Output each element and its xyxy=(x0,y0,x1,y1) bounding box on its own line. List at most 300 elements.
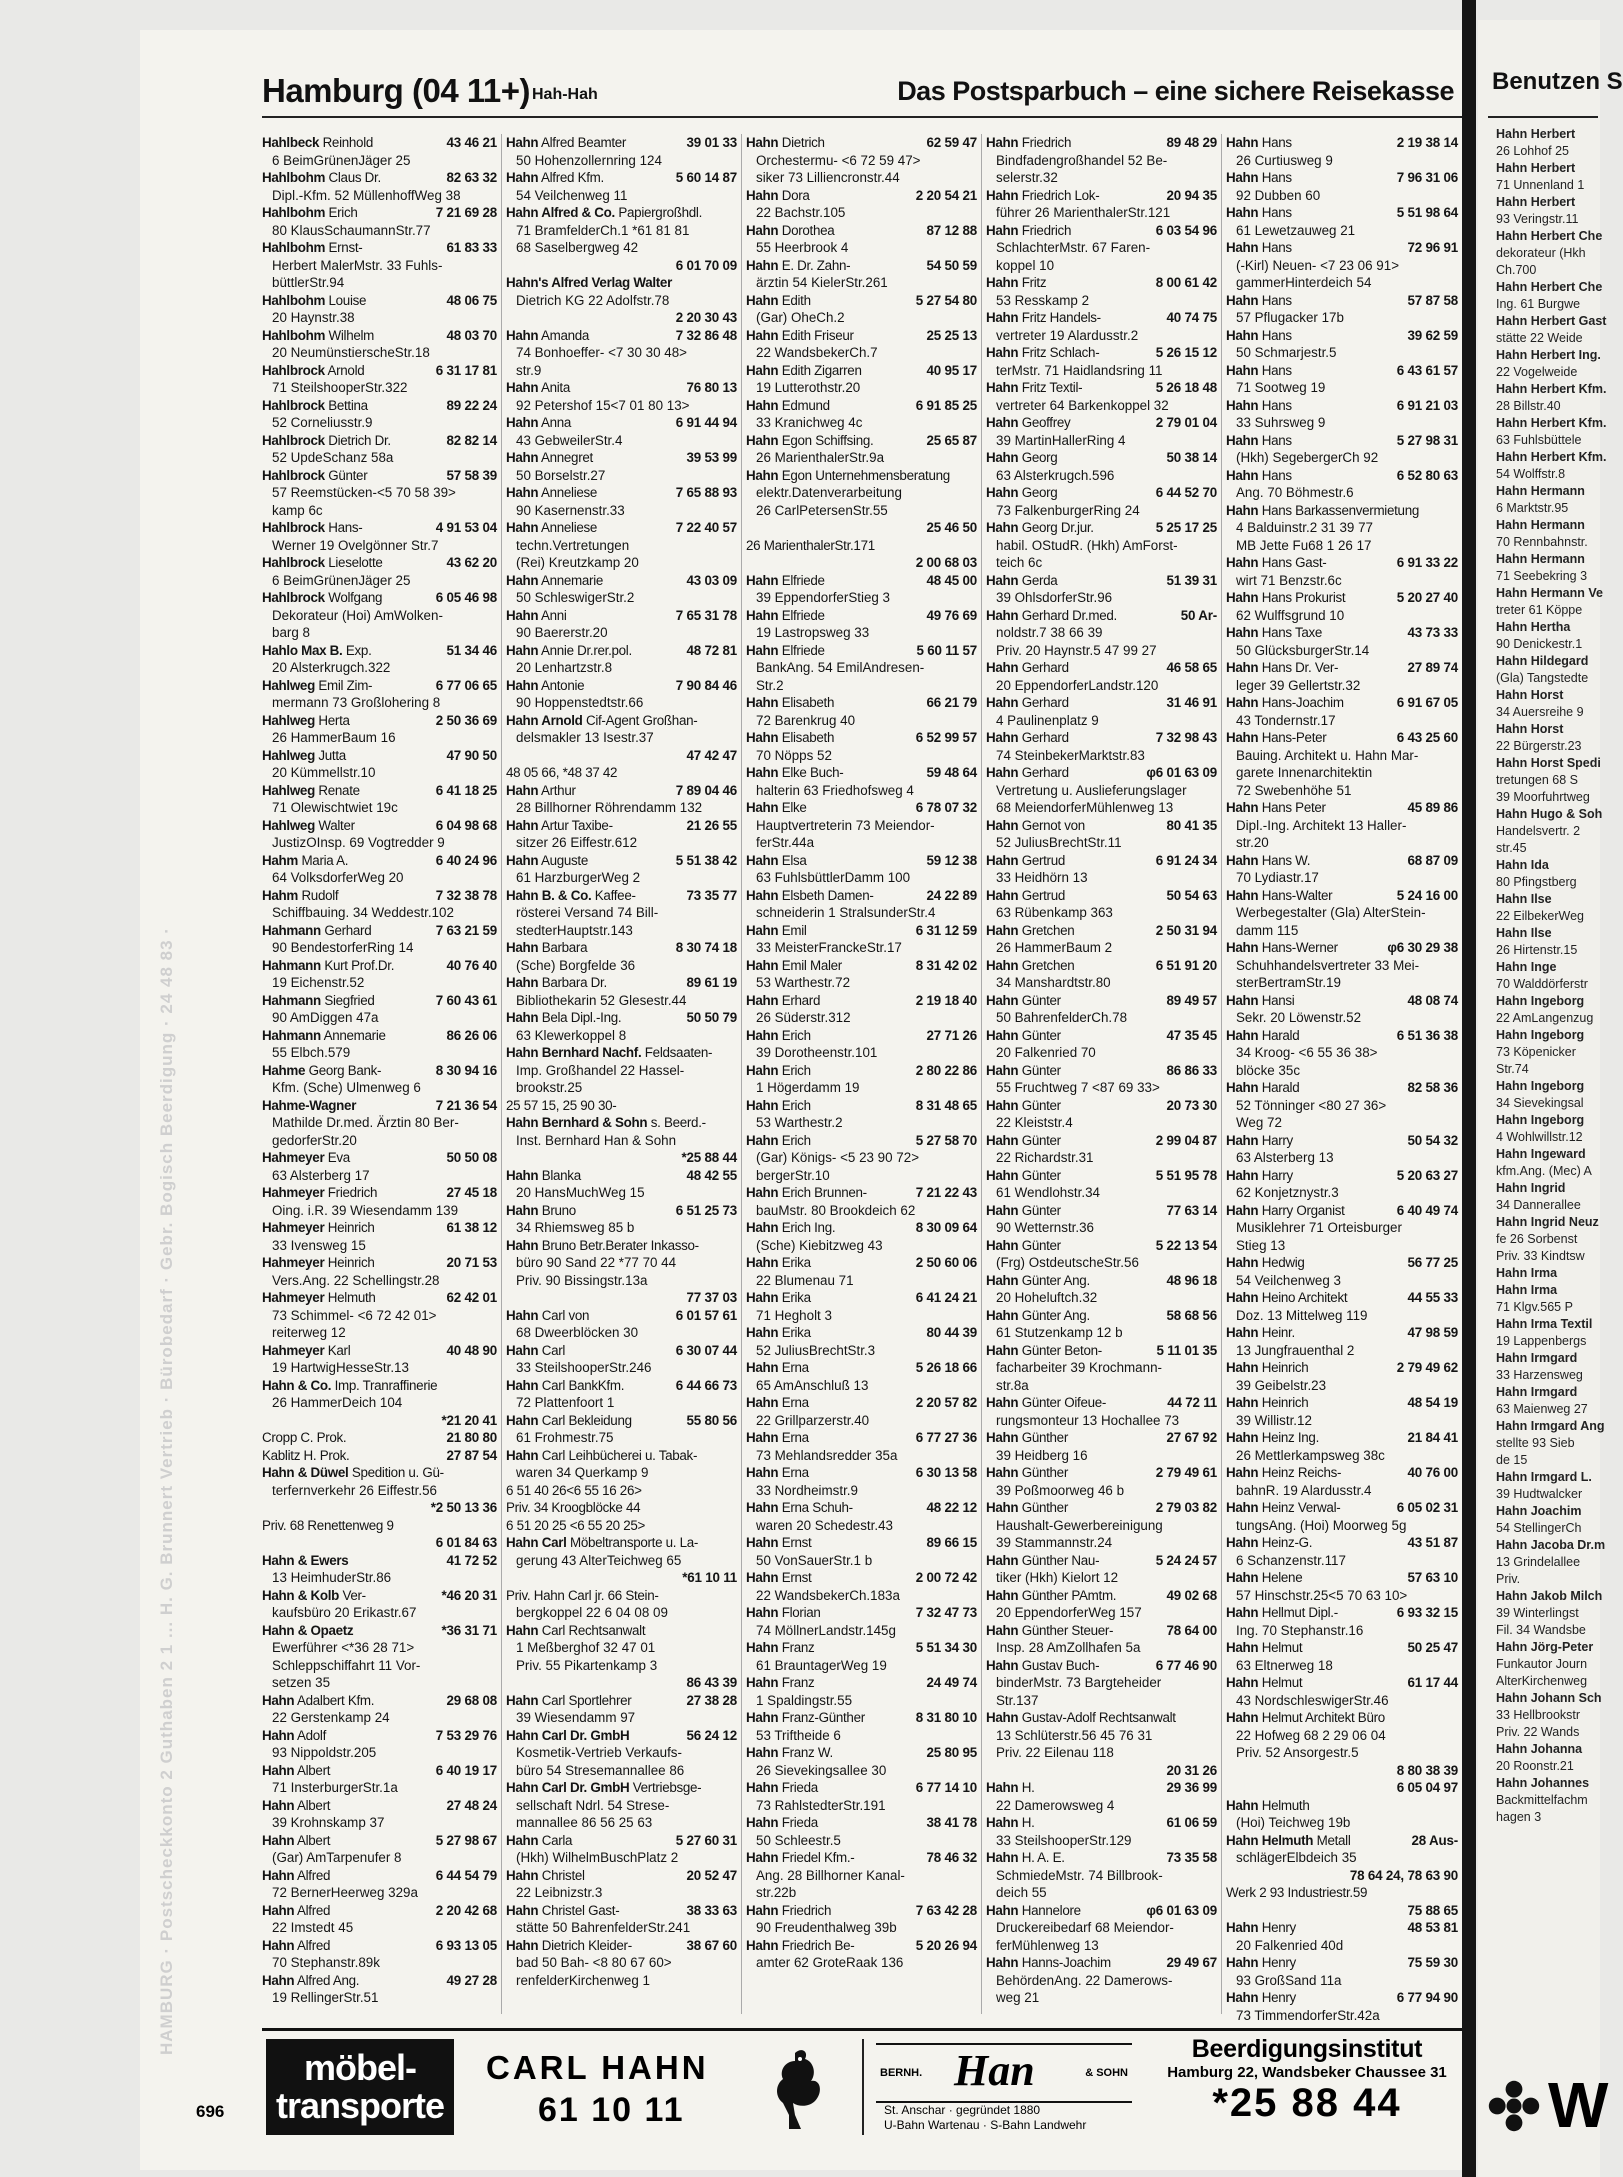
entry-name-block xyxy=(986,1587,1162,1605)
entry-continuation: 19 RellingerStr.51 xyxy=(272,1990,379,2005)
right-page-entry: treter 61 Köppe xyxy=(1496,603,1583,617)
entry-name: Hahn xyxy=(746,1937,779,1953)
entry-name-block xyxy=(1226,1989,1393,2007)
entry-name: Hahn xyxy=(506,485,539,500)
entry-phone: 59 12 38 xyxy=(926,852,977,868)
entry-text: Dietrich Kleider- xyxy=(541,1937,632,1953)
entry-continuation: 26 CarlPetersenStr.55 xyxy=(756,502,888,518)
list-item xyxy=(262,922,497,940)
entry-name: Hahn xyxy=(1226,1465,1259,1480)
beerd-address: Hamburg 22, Wandsbeker Chaussee 31 xyxy=(1167,2064,1447,2081)
han-sub xyxy=(884,2103,1086,2133)
entry-name: Hahn xyxy=(506,380,539,395)
entry-phone: 6 44 52 70 xyxy=(1155,485,1217,500)
entry-phone: 6 77 27 36 xyxy=(915,1430,977,1445)
entry-phone: 6 91 85 25 xyxy=(915,397,977,413)
list-item xyxy=(506,1044,737,1062)
entry-continuation: (Gar) AmTarpenufer 8 xyxy=(272,1850,402,1865)
right-page-entry: 20 Roonstr.21 xyxy=(1496,1759,1574,1773)
entry-continuation: 53 Resskamp 2 xyxy=(996,292,1090,308)
entry-name-block xyxy=(262,554,442,572)
entry-phone: 5 60 11 57 xyxy=(916,642,977,658)
entry-continuation: 34 Manshardtstr.80 xyxy=(996,975,1111,990)
entry-name-block xyxy=(262,747,442,765)
entry-name: Hahn xyxy=(746,1745,779,1760)
entry-continuation: kaufsbüro 20 Erikastr.67 xyxy=(272,1605,417,1620)
column-3 xyxy=(742,134,982,2014)
entry-name: Hahn xyxy=(262,1692,295,1708)
entry-name-block xyxy=(506,1202,672,1220)
entry-name: Hahlbrock xyxy=(262,520,325,535)
right-page-entry: 54 Wolffstr.8 xyxy=(1496,467,1566,481)
entry-text: Elsa xyxy=(781,852,807,868)
entry-name: Hahn xyxy=(986,1097,1019,1113)
entry-name: Hahn xyxy=(1226,432,1259,448)
entry-text: Claus Dr. xyxy=(328,170,381,185)
right-page-entry: 70 Walddörferstr xyxy=(1496,977,1588,991)
entry-name: Hahn xyxy=(1226,1605,1259,1620)
entry-name: Hahn xyxy=(1226,1430,1259,1445)
entry-name-block xyxy=(746,1132,912,1150)
entry-name-block xyxy=(1226,1534,1403,1552)
entry-name-block xyxy=(506,1342,672,1360)
entry-continuation: 53 Warthestr.72 xyxy=(756,975,851,990)
entry-phone: 20 94 35 xyxy=(1166,187,1217,203)
entry-continuation: Bibliothekarin 52 Glesestr.44 xyxy=(516,992,687,1008)
list-item xyxy=(986,1167,1217,1185)
entry-continuation: 50 GlücksburgerStr.14 xyxy=(1236,642,1370,658)
list-item xyxy=(986,1307,1217,1325)
entry-phone: 2 19 18 40 xyxy=(915,992,977,1008)
entry-name-block xyxy=(262,642,442,660)
entry-continuation: 70 Nöpps 52 xyxy=(756,747,832,763)
entry-name-block xyxy=(986,607,1177,625)
entry-phone: *36 31 71 xyxy=(441,1622,497,1638)
entry-phone xyxy=(1454,1797,1458,1815)
entry-continuation: 19 Lutterothstr.20 xyxy=(756,380,861,395)
entry-name: Hahn xyxy=(986,695,1019,710)
entry-name: Hahn xyxy=(262,1972,295,1988)
entry-name: Hahn xyxy=(506,1167,539,1183)
entry-name: Hahn xyxy=(506,415,539,430)
entry-phone: 40 76 00 xyxy=(1407,1465,1458,1480)
han-logo xyxy=(876,2043,1132,2103)
entry-continuation: 90 Baererstr.20 xyxy=(516,625,608,640)
entry-phone: 5 51 95 78 xyxy=(1155,1167,1217,1183)
entry-name: Hahn xyxy=(1226,1920,1259,1935)
entry-phone: 7 89 04 46 xyxy=(675,782,737,798)
entry-text: Geoffrey xyxy=(1021,415,1071,430)
entry-name: Hahn xyxy=(1226,887,1259,903)
entry-name: Hahlbrock xyxy=(262,432,325,448)
entry-name-block xyxy=(262,1447,442,1465)
entry-continuation: (Sche) Kiebitzweg 43 xyxy=(756,1237,883,1253)
right-page-entry: Hahn Jacoba Dr.m xyxy=(1496,1538,1606,1552)
entry-text: Elke Buch- xyxy=(781,765,844,780)
entry-name-block xyxy=(506,1674,682,1692)
right-page-entry: 22 Bürgerstr.23 xyxy=(1496,739,1582,753)
list-item xyxy=(262,1622,497,1640)
entry-phone: 6 05 02 31 xyxy=(1396,1500,1458,1515)
entry-phone xyxy=(493,1377,497,1395)
entry-phone: 58 68 56 xyxy=(1166,1307,1217,1323)
entry-name-block xyxy=(262,782,432,800)
entry-name: Hahn xyxy=(506,572,539,588)
entry-continuation: 61 Stutzenkamp 12 b xyxy=(996,1325,1123,1340)
entry-name-block xyxy=(506,414,672,432)
entry-continuation: Bindfadengroßhandel 52 Be- xyxy=(996,152,1168,168)
list-item xyxy=(1226,432,1458,450)
entry-name: Hahn xyxy=(746,1360,779,1375)
entry-phone: 2 79 49 61 xyxy=(1155,1465,1217,1480)
entry-name: Hahn xyxy=(262,1937,295,1953)
entry-text: Hans xyxy=(1261,362,1292,378)
list-item xyxy=(1226,1534,1458,1552)
entry-name: Hahn xyxy=(746,1780,779,1795)
entry-phone xyxy=(733,1114,737,1132)
list-item xyxy=(1226,1254,1458,1272)
entry-continuation: 20 Kümmellstr.10 xyxy=(272,765,376,780)
entry-phone: 24 49 74 xyxy=(926,1675,977,1690)
entry-name-block xyxy=(506,1867,682,1885)
entry-text: Heino Architekt xyxy=(1261,1290,1348,1305)
entry-text: Florian xyxy=(781,1605,821,1620)
entry-name-block xyxy=(1226,1674,1403,1692)
entry-phone: *46 20 31 xyxy=(441,1587,497,1603)
list-item xyxy=(1226,1902,1458,1920)
entry-text: Hans Taxe xyxy=(1261,625,1323,640)
entry-phone: 68 87 09 xyxy=(1407,852,1458,868)
entry-continuation: (Hoi) Teichweg 19b xyxy=(1236,1815,1351,1830)
entry-name: Hahlbohm xyxy=(262,240,326,255)
entry-text: 26 MarienthalerStr.171 xyxy=(746,537,875,553)
entry-name-block xyxy=(1226,1499,1393,1517)
list-item xyxy=(262,782,497,800)
entry-continuation: damm 115 xyxy=(1236,922,1299,938)
entry-name-block xyxy=(1226,1762,1393,1780)
list-item xyxy=(506,327,737,345)
entry-phone xyxy=(733,1044,737,1062)
entry-name-block xyxy=(746,1289,912,1307)
entry-name-block xyxy=(1226,799,1403,817)
list-item xyxy=(262,1464,497,1482)
entry-phone: 2 79 49 62 xyxy=(1396,1360,1458,1375)
entry-name-block xyxy=(746,432,922,450)
entry-continuation: brookstr.25 xyxy=(516,1080,583,1095)
entry-name-block xyxy=(746,362,922,380)
entry-phone: 20 71 53 xyxy=(446,1255,497,1270)
right-page-entry: Hahn Jakob Milch xyxy=(1496,1589,1603,1603)
entry-text: Arthur xyxy=(540,782,576,798)
list-item xyxy=(746,1674,977,1692)
entry-continuation: ferMühlenweg 13 xyxy=(996,1937,1099,1953)
entry-text: Hans-Peter xyxy=(1261,730,1327,745)
entry-continuation: (Rei) Kreutzkamp 20 xyxy=(516,555,639,570)
entry-continuation: elektr.Datenverarbeitung xyxy=(756,485,902,500)
entry-phone: 2 50 36 69 xyxy=(435,712,497,728)
entry-continuation: teich 6c xyxy=(996,555,1043,570)
entry-name: Hahn xyxy=(1226,205,1259,220)
entry-continuation: garete Innenarchitektin xyxy=(1236,765,1373,780)
han-sub-2: U-Bahn Wartenau · S-Bahn Landwehr xyxy=(884,2118,1087,2132)
right-page-entry: 70 Rennbahnstr. xyxy=(1496,535,1588,549)
list-item xyxy=(506,1832,737,1850)
entry-phone: 50 25 47 xyxy=(1407,1640,1458,1655)
right-page-entry: Handelsvertr. 2 xyxy=(1496,824,1581,838)
entry-name-block xyxy=(746,1097,912,1115)
entry-phone: 5 20 63 27 xyxy=(1396,1167,1458,1183)
list-item xyxy=(986,957,1217,975)
entry-text: Günter xyxy=(1021,992,1061,1008)
entry-continuation: 63 Eltnerweg 18 xyxy=(1236,1657,1333,1673)
entry-name-block xyxy=(506,204,733,222)
entry-name: Hahn xyxy=(1226,852,1259,868)
entry-name-block xyxy=(1226,134,1393,152)
entry-phone: 54 50 59 xyxy=(926,257,977,273)
entry-text: Erna xyxy=(781,1395,809,1410)
entry-text: Jutta xyxy=(318,747,346,763)
listing-columns xyxy=(262,134,1462,2023)
list-item xyxy=(1226,992,1458,1010)
list-item xyxy=(746,1062,977,1080)
entry-name: Hahlbohm xyxy=(262,292,326,308)
entry-phone: 7 63 42 28 xyxy=(915,1902,977,1918)
entry-continuation: 73 Schimmel- <6 72 42 01> xyxy=(272,1307,437,1323)
entry-phone: 6 31 17 81 xyxy=(435,362,497,378)
entry-continuation: 26 MarienthalerStr.9a xyxy=(756,450,885,465)
entry-text: Eva xyxy=(327,1150,350,1165)
entry-phone: 48 96 18 xyxy=(1166,1272,1217,1288)
entry-name-block xyxy=(986,1132,1152,1150)
entry-text: Edith Zigarren xyxy=(781,362,862,378)
entry-text: Adalbert Kfm. xyxy=(296,1692,375,1708)
entry-continuation: 63 FuhlsbüttlerDamm 100 xyxy=(756,870,911,885)
entry-name-block xyxy=(986,1429,1162,1447)
list-item xyxy=(986,379,1217,397)
entry-phone: 2 20 57 82 xyxy=(915,1395,977,1410)
entry-continuation: 90 Wetternstr.36 xyxy=(996,1220,1095,1235)
list-item xyxy=(746,1569,977,1587)
list-item xyxy=(1226,1604,1458,1622)
entry-continuation: 39 Poßmoorweg 46 b xyxy=(996,1482,1125,1498)
list-item xyxy=(986,1709,1217,1727)
entry-phone: 6 77 46 90 xyxy=(1155,1657,1217,1673)
entry-name-block xyxy=(1226,239,1403,257)
right-page-rule xyxy=(1488,116,1598,118)
entry-text: H. A. E. xyxy=(1021,1850,1065,1865)
entry-name: Hahn xyxy=(746,695,779,710)
list-item xyxy=(1226,1499,1458,1517)
entry-name-block xyxy=(1226,554,1393,572)
entry-continuation: 20 HansMuchWeg 15 xyxy=(516,1185,645,1200)
entry-name-block xyxy=(262,922,432,940)
entry-continuation: techn.Vertretungen xyxy=(516,537,630,553)
entry-text: Rudolf xyxy=(301,887,339,903)
entry-name-block xyxy=(1226,1779,1393,1797)
list-item xyxy=(262,747,497,765)
entry-phone: 40 76 40 xyxy=(446,957,497,973)
entry-continuation: Schuhhandelsvertreter 33 Mei- xyxy=(1236,957,1420,973)
entry-name-block xyxy=(506,1622,733,1640)
entry-continuation: vertreter 64 Barkenkoppel 32 xyxy=(996,397,1169,413)
entry-continuation: renfelderKirchenweg 1 xyxy=(516,1972,650,1988)
entry-continuation: 90 AmDiggen 47a xyxy=(272,1010,379,1025)
bernh-han-sohn-ad xyxy=(862,2039,1152,2135)
entry-name-block xyxy=(746,537,973,555)
entry-name: Hahn xyxy=(986,345,1019,360)
entry-text: Erich xyxy=(781,1132,811,1148)
list-item xyxy=(986,1499,1217,1517)
entry-name: Hahn xyxy=(1226,362,1259,378)
entry-phone: 6 52 80 63 xyxy=(1396,467,1458,483)
entry-phone: 6 40 24 96 xyxy=(435,852,497,868)
entry-text: Walter xyxy=(318,817,355,833)
entry-phone xyxy=(733,1237,737,1255)
entry-name-block xyxy=(746,1499,922,1517)
list-item xyxy=(746,852,977,870)
entry-phone: 2 79 03 82 xyxy=(1155,1500,1217,1515)
entry-text: Artur Taxibe- xyxy=(540,817,613,833)
entry-phone: 6 30 13 58 xyxy=(915,1465,977,1480)
entry-text: Edmund xyxy=(781,397,830,413)
entry-name: Hahn xyxy=(986,1237,1019,1253)
entry-name-block xyxy=(746,1709,912,1727)
list-item xyxy=(986,1394,1217,1412)
entry-continuation: Ang. 28 Billhorner Kanal- xyxy=(756,1867,905,1883)
entry-name: Hahn xyxy=(1226,502,1259,518)
entry-name-block xyxy=(986,344,1152,362)
entry-text: Hans xyxy=(1261,292,1292,308)
entry-name: Hahn xyxy=(746,327,779,343)
entry-continuation: selerstr.32 xyxy=(996,170,1058,185)
entry-name: Hahn xyxy=(746,992,779,1008)
entry-continuation: 50 BahrenfelderCh.78 xyxy=(996,1010,1128,1025)
entry-text: Hans xyxy=(1261,135,1292,150)
entry-continuation: 71 Olewischtwiet 19c xyxy=(272,800,398,815)
advertisement-strip xyxy=(262,2028,1462,2143)
list-item xyxy=(506,1692,737,1710)
entry-phone: 89 66 15 xyxy=(926,1535,977,1550)
entry-name-block xyxy=(506,1727,682,1745)
list-item xyxy=(506,1517,737,1535)
list-item xyxy=(1226,589,1458,607)
entry-text: Bela Dipl.-Ing. xyxy=(541,1010,622,1025)
entry-text: Ver- xyxy=(342,1587,366,1603)
entry-continuation: Priv. 90 Bissingstr.13a xyxy=(516,1272,648,1288)
list-item xyxy=(506,1114,737,1132)
entry-name-block xyxy=(986,1342,1152,1360)
header-slogan: Das Postsparbuch – eine sichere Reisekasse xyxy=(897,76,1454,106)
list-item xyxy=(746,1184,977,1202)
list-item xyxy=(746,694,977,712)
entry-continuation: 50 SchleswigerStr.2 xyxy=(516,590,635,605)
list-item xyxy=(1226,362,1458,380)
list-item xyxy=(1226,1919,1458,1937)
entry-phone: 27 89 74 xyxy=(1407,660,1458,675)
entry-phone: 43 03 09 xyxy=(686,572,737,588)
entry-continuation: 19 Eichenstr.52 xyxy=(272,975,365,990)
entry-name: Hahn xyxy=(1226,1132,1259,1148)
entry-continuation: (Frg) OstdeutscheStr.56 xyxy=(996,1255,1139,1270)
entry-phone: 5 27 60 31 xyxy=(675,1832,737,1848)
entry-continuation: bergerStr.10 xyxy=(756,1167,830,1183)
entry-phone xyxy=(733,204,737,222)
right-page-entry: Priv. xyxy=(1496,1572,1521,1586)
entry-name: Hahlbrock xyxy=(262,590,325,605)
entry-name-block xyxy=(262,1622,437,1640)
entry-name: Hahn xyxy=(262,1832,295,1848)
entry-name-block xyxy=(506,1517,733,1535)
right-page-list xyxy=(1478,126,1606,1826)
entry-text: Anna xyxy=(540,415,572,430)
entry-phone: 5 24 24 57 xyxy=(1155,1552,1217,1568)
entry-name-block xyxy=(1226,1709,1454,1727)
entry-name-block xyxy=(506,1412,682,1430)
right-page-entry: Hahn Herbert Kfm. xyxy=(1496,382,1607,396)
list-item xyxy=(746,1254,977,1272)
entry-name-block xyxy=(1226,1639,1403,1657)
entry-continuation: 39 MartinHallerRing 4 xyxy=(996,432,1126,448)
entry-phone: 80 41 35 xyxy=(1166,817,1217,833)
entry-continuation: 33 Nordheimstr.9 xyxy=(756,1482,858,1498)
entry-text: Frieda xyxy=(781,1780,818,1795)
entry-text: Georg xyxy=(1021,485,1058,500)
entry-phone xyxy=(733,1447,737,1465)
entry-phone: 76 80 13 xyxy=(686,380,737,395)
entry-phone: φ6 30 29 38 xyxy=(1387,940,1458,955)
entry-name-block xyxy=(986,519,1152,537)
entry-name-block xyxy=(262,432,442,450)
entry-name-block xyxy=(262,239,442,257)
list-item xyxy=(506,1587,737,1605)
list-item xyxy=(746,1429,977,1447)
right-page-entry: 54 StellingerCh xyxy=(1496,1521,1582,1535)
entry-name: Hahn xyxy=(986,1622,1019,1638)
entry-continuation: facharbeiter 39 Krochmann- xyxy=(996,1360,1162,1375)
page-number: 696 xyxy=(196,2102,225,2121)
entry-text: Reinhold xyxy=(322,135,374,150)
entry-phone: 6 44 54 79 xyxy=(435,1867,497,1883)
entry-phone: 47 35 45 xyxy=(1166,1027,1217,1043)
entry-continuation: Werbegestalter (Gla) AlterStein- xyxy=(1236,905,1426,920)
entry-continuation: 73 RahlstedterStr.191 xyxy=(756,1797,886,1813)
list-item xyxy=(986,607,1217,625)
entry-phone: 89 48 29 xyxy=(1166,135,1217,150)
entry-name-block xyxy=(986,1272,1162,1290)
entry-phone: 50 Ar- xyxy=(1180,607,1217,623)
entry-continuation: 20 Falkenried 40d xyxy=(1236,1937,1344,1953)
list-item xyxy=(986,1062,1217,1080)
flower-icon xyxy=(1486,2078,1542,2134)
entry-continuation: 55 Heerbrook 4 xyxy=(756,240,849,255)
entry-continuation: siker 73 Lilliencronstr.44 xyxy=(756,170,900,185)
entry-name-block xyxy=(986,1902,1142,1920)
entry-continuation: 93 GroßSand 11a xyxy=(1236,1972,1342,1988)
list-item xyxy=(262,1692,497,1710)
entry-phone: 7 96 31 06 xyxy=(1396,170,1458,185)
entry-phone: 6 41 18 25 xyxy=(435,782,497,798)
entry-continuation: 33 Heidhörn 13 xyxy=(996,870,1088,885)
entry-continuation: Priv. 22 Eilenau 118 xyxy=(996,1745,1114,1760)
entry-name-block xyxy=(986,1709,1213,1727)
entry-name: Hahn xyxy=(1226,800,1259,815)
entry-name-block xyxy=(986,187,1162,205)
entry-continuation: 20 EppendorferLandstr.120 xyxy=(996,677,1159,693)
entry-name-block xyxy=(746,572,922,590)
list-item xyxy=(1226,1832,1458,1850)
right-page-entry: Hahn Ilse xyxy=(1496,892,1552,906)
entry-name: Hahn xyxy=(506,975,539,990)
